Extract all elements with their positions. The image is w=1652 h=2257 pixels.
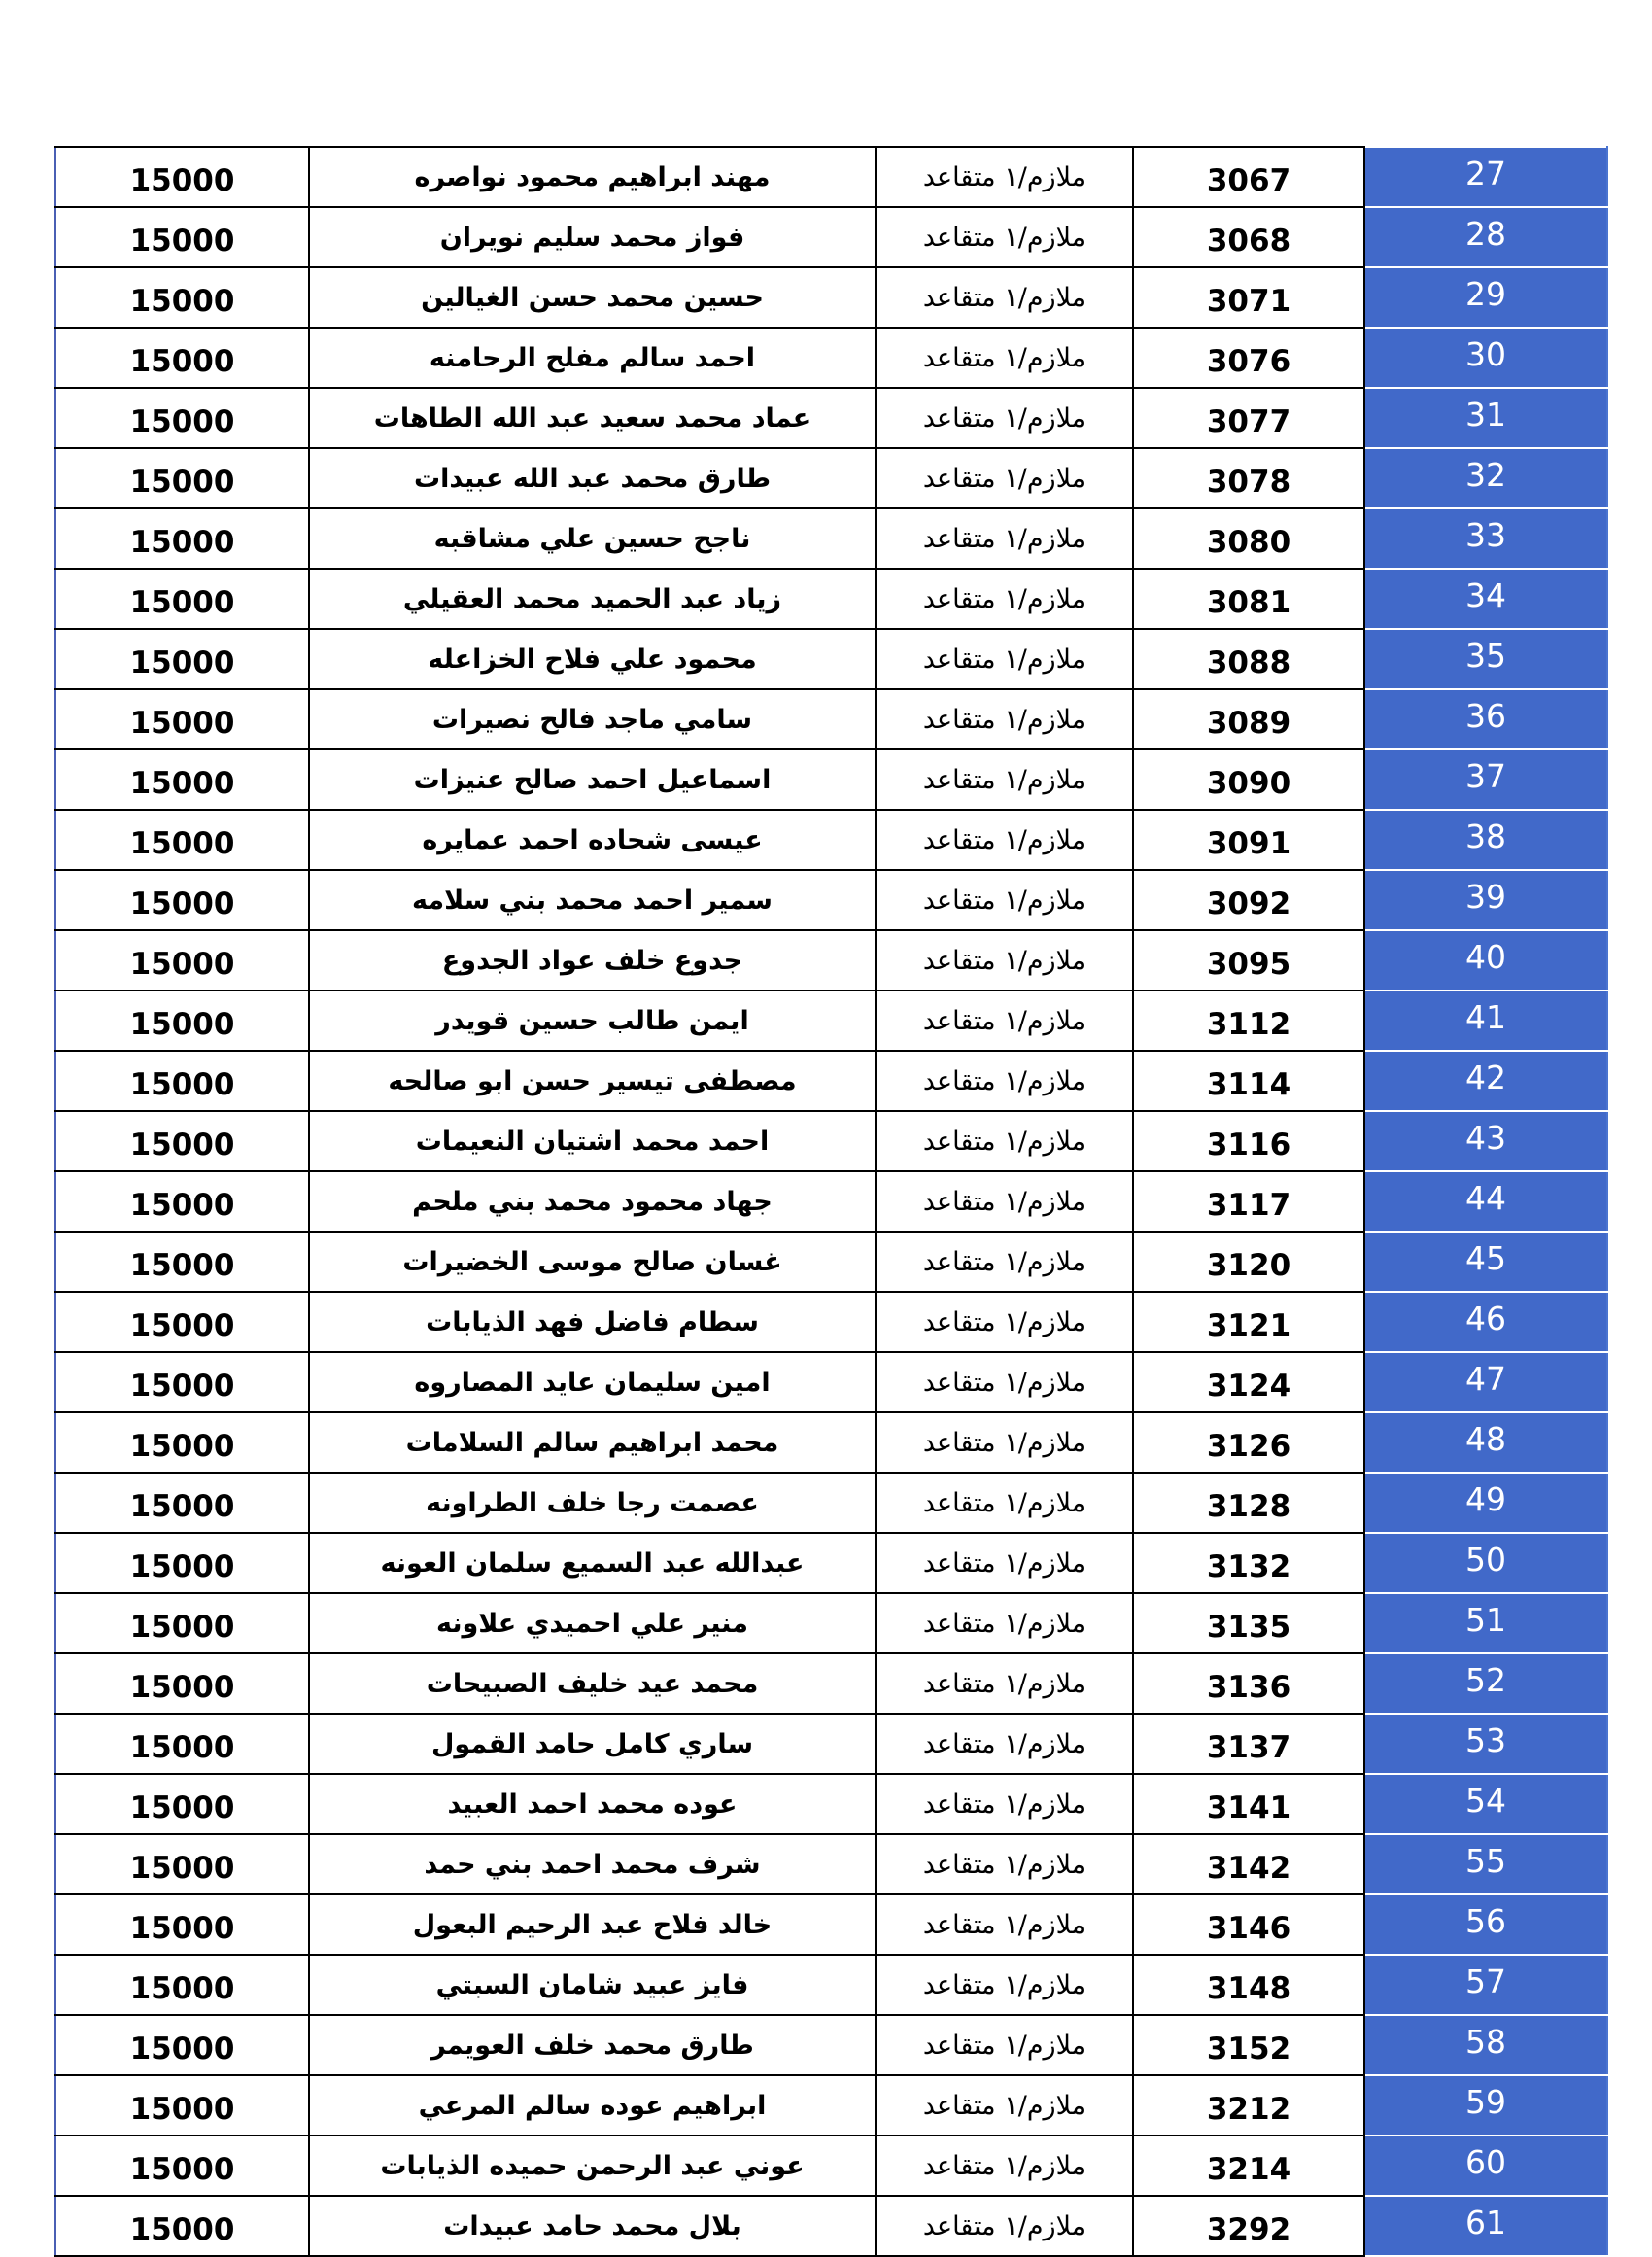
amount-text: 15000 — [129, 2092, 235, 2127]
name-cell: عوده محمد احمد العبيد — [309, 1774, 876, 1834]
military-number-cell — [1133, 1593, 1364, 1653]
sequence-number-cell: 45 — [1364, 1232, 1607, 1292]
name-cell: سمير احمد محمد بني سلامه — [309, 870, 876, 930]
sequence-number-cell: 34 — [1364, 569, 1607, 629]
table-row — [55, 1834, 1607, 1894]
name-cell: شرف محمد احمد بني حمد — [309, 1834, 876, 1894]
sequence-number-cell: 51 — [1364, 1593, 1607, 1653]
military-number-cell — [1133, 1171, 1364, 1232]
name-cell: احمد محمد اشتيان النعيمات — [309, 1111, 876, 1171]
table-row — [55, 1894, 1607, 1955]
table-row — [55, 1774, 1607, 1834]
sequence-number-cell: 58 — [1364, 2015, 1607, 2075]
sequence-number-cell: 44 — [1364, 1171, 1607, 1232]
sequence-number-cell: 31 — [1364, 388, 1607, 448]
sequence-number-cell: 61 — [1364, 2196, 1607, 2256]
amount-text: 15000 — [129, 826, 235, 861]
rank-cell: ملازم/١ متقاعد — [876, 1714, 1133, 1774]
amount-text: 15000 — [129, 344, 235, 379]
table-row — [55, 267, 1607, 328]
table-row — [55, 2015, 1607, 2075]
name-cell: بلال محمد حامد عبيدات — [309, 2196, 876, 2256]
amount-cell — [55, 629, 309, 689]
amount-text: 15000 — [129, 224, 235, 259]
table-row — [55, 930, 1607, 990]
amount-cell — [55, 1774, 309, 1834]
table-row — [55, 1412, 1607, 1473]
military-number-text: 3116 — [1206, 1128, 1291, 1163]
military-number-cell — [1133, 1473, 1364, 1533]
table-row — [55, 147, 1607, 207]
name-cell: عماد محمد سعيد عبد الله الطاهات — [309, 388, 876, 448]
military-number-text: 3148 — [1206, 1971, 1291, 2006]
table-row — [55, 2075, 1607, 2135]
sequence-number-cell: 40 — [1364, 930, 1607, 990]
military-number-text: 3090 — [1206, 766, 1291, 801]
name-cell: ناجح حسين علي مشاقبه — [309, 508, 876, 569]
table-row — [55, 1593, 1607, 1653]
rank-cell: ملازم/١ متقاعد — [876, 267, 1133, 328]
rank-cell: ملازم/١ متقاعد — [876, 1171, 1133, 1232]
amount-text: 15000 — [129, 1429, 235, 1464]
name-cell: مهند ابراهيم محمود نواصره — [309, 147, 876, 207]
amount-cell — [55, 1533, 309, 1593]
table-row — [55, 1352, 1607, 1412]
name-cell: محمد عيد خليف الصبيحات — [309, 1653, 876, 1714]
name-cell: ايمن طالب حسين قويدر — [309, 990, 876, 1051]
military-number-text: 3067 — [1206, 163, 1291, 198]
sequence-number-cell: 47 — [1364, 1352, 1607, 1412]
rank-cell: ملازم/١ متقاعد — [876, 1955, 1133, 2015]
rank-cell: ملازم/١ متقاعد — [876, 2015, 1133, 2075]
amount-text: 15000 — [129, 1549, 235, 1584]
amount-cell — [55, 2015, 309, 2075]
military-number-cell — [1133, 629, 1364, 689]
rank-cell: ملازم/١ متقاعد — [876, 1292, 1133, 1352]
military-number-cell — [1133, 147, 1364, 207]
amount-text: 15000 — [129, 525, 235, 560]
amount-cell — [55, 1111, 309, 1171]
rank-cell: ملازم/١ متقاعد — [876, 2135, 1133, 2196]
military-number-text: 3081 — [1206, 585, 1291, 620]
sequence-number-cell: 43 — [1364, 1111, 1607, 1171]
amount-cell — [55, 1834, 309, 1894]
amount-cell — [55, 1593, 309, 1653]
military-number-cell — [1133, 207, 1364, 267]
amount-cell — [55, 569, 309, 629]
military-number-text: 3112 — [1206, 1007, 1291, 1042]
sequence-number-cell: 36 — [1364, 689, 1607, 749]
sequence-number-cell: 32 — [1364, 448, 1607, 508]
rank-cell: ملازم/١ متقاعد — [876, 448, 1133, 508]
name-cell: فايز عبيد شامان السبتي — [309, 1955, 876, 2015]
rank-cell: ملازم/١ متقاعد — [876, 870, 1133, 930]
amount-text: 15000 — [129, 766, 235, 801]
name-cell: طارق محمد خلف العويمر — [309, 2015, 876, 2075]
military-number-text: 3120 — [1206, 1248, 1291, 1283]
sequence-number-cell: 49 — [1364, 1473, 1607, 1533]
amount-cell — [55, 1955, 309, 2015]
rank-cell: ملازم/١ متقاعد — [876, 207, 1133, 267]
sequence-number-cell: 52 — [1364, 1653, 1607, 1714]
table-row — [55, 1111, 1607, 1171]
military-number-text: 3212 — [1206, 2092, 1291, 2127]
name-cell: ساري كامل حامد القمول — [309, 1714, 876, 1774]
table-row — [55, 1051, 1607, 1111]
military-number-text: 3117 — [1206, 1188, 1291, 1223]
sequence-number-cell: 56 — [1364, 1894, 1607, 1955]
amount-text: 15000 — [129, 1188, 235, 1223]
military-number-text: 3076 — [1206, 344, 1291, 379]
military-number-cell — [1133, 1292, 1364, 1352]
amount-text: 15000 — [129, 1610, 235, 1645]
military-number-text: 3121 — [1206, 1308, 1291, 1343]
amount-cell — [55, 1473, 309, 1533]
rank-cell: ملازم/١ متقاعد — [876, 328, 1133, 388]
military-number-cell — [1133, 2015, 1364, 2075]
amount-cell — [55, 328, 309, 388]
military-number-text: 3077 — [1206, 404, 1291, 439]
rank-cell: ملازم/١ متقاعد — [876, 1473, 1133, 1533]
table-row — [55, 448, 1607, 508]
rank-cell: ملازم/١ متقاعد — [876, 689, 1133, 749]
name-cell: حسين محمد حسن الغيالين — [309, 267, 876, 328]
rank-cell: ملازم/١ متقاعد — [876, 1232, 1133, 1292]
amount-cell — [55, 1352, 309, 1412]
name-cell: سطام فاضل فهد الذيابات — [309, 1292, 876, 1352]
military-number-text: 3141 — [1206, 1790, 1291, 1825]
table-row — [55, 1533, 1607, 1593]
table-row — [55, 207, 1607, 267]
amount-text: 15000 — [129, 1007, 235, 1042]
military-number-text: 3146 — [1206, 1911, 1291, 1946]
table-row — [55, 870, 1607, 930]
sequence-number-cell: 54 — [1364, 1774, 1607, 1834]
amount-text: 15000 — [129, 1730, 235, 1765]
amount-cell — [55, 1653, 309, 1714]
amount-text: 15000 — [129, 2212, 235, 2247]
military-number-text: 3068 — [1206, 224, 1291, 259]
rank-cell: ملازم/١ متقاعد — [876, 1834, 1133, 1894]
sequence-number-cell: 35 — [1364, 629, 1607, 689]
name-cell: امين سليمان عايد المصاروه — [309, 1352, 876, 1412]
table-row — [55, 1232, 1607, 1292]
sequence-number-cell: 55 — [1364, 1834, 1607, 1894]
military-number-cell — [1133, 1894, 1364, 1955]
amount-cell — [55, 1714, 309, 1774]
amount-cell — [55, 1412, 309, 1473]
military-number-cell — [1133, 1774, 1364, 1834]
military-number-text: 3132 — [1206, 1549, 1291, 1584]
military-number-text: 3142 — [1206, 1851, 1291, 1886]
amount-cell — [55, 1292, 309, 1352]
table-row — [55, 1473, 1607, 1533]
military-number-cell — [1133, 1412, 1364, 1473]
military-number-cell — [1133, 1834, 1364, 1894]
rank-cell: ملازم/١ متقاعد — [876, 2075, 1133, 2135]
table-row — [55, 2196, 1607, 2256]
rank-cell: ملازم/١ متقاعد — [876, 1412, 1133, 1473]
amount-cell — [55, 1232, 309, 1292]
name-cell: ابراهيم عوده سالم المرعي — [309, 2075, 876, 2135]
name-cell: عبدالله عبد السميع سلمان العونه — [309, 1533, 876, 1593]
amount-cell — [55, 207, 309, 267]
amount-cell — [55, 930, 309, 990]
amount-text: 15000 — [129, 284, 235, 319]
amount-cell — [55, 388, 309, 448]
rank-cell: ملازم/١ متقاعد — [876, 1051, 1133, 1111]
amount-cell — [55, 870, 309, 930]
table-row — [55, 388, 1607, 448]
sequence-number-cell: 48 — [1364, 1412, 1607, 1473]
name-cell: غسان صالح موسى الخضيرات — [309, 1232, 876, 1292]
rank-cell: ملازم/١ متقاعد — [876, 930, 1133, 990]
name-cell: جدوع خلف عواد الجدوع — [309, 930, 876, 990]
military-number-cell — [1133, 508, 1364, 569]
rank-cell: ملازم/١ متقاعد — [876, 1593, 1133, 1653]
military-number-text: 3080 — [1206, 525, 1291, 560]
name-cell: عيسى شحاده احمد عمايره — [309, 810, 876, 870]
military-number-cell — [1133, 2075, 1364, 2135]
amount-text: 15000 — [129, 2031, 235, 2066]
amount-text: 15000 — [129, 2152, 235, 2187]
table-row — [55, 569, 1607, 629]
rank-cell: ملازم/١ متقاعد — [876, 1774, 1133, 1834]
rank-cell: ملازم/١ متقاعد — [876, 629, 1133, 689]
military-number-cell — [1133, 2135, 1364, 2196]
military-number-text: 3091 — [1206, 826, 1291, 861]
amount-text: 15000 — [129, 947, 235, 982]
military-number-text: 3126 — [1206, 1429, 1291, 1464]
military-number-cell — [1133, 870, 1364, 930]
table-row — [55, 990, 1607, 1051]
sequence-number-cell: 27 — [1364, 147, 1607, 207]
table-row — [55, 689, 1607, 749]
sequence-number-cell: 41 — [1364, 990, 1607, 1051]
name-cell: عصمت رجا خلف الطراونه — [309, 1473, 876, 1533]
table-row — [55, 1714, 1607, 1774]
military-number-cell — [1133, 990, 1364, 1051]
name-cell: اسماعيل احمد صالح عنيزات — [309, 749, 876, 810]
military-number-cell — [1133, 267, 1364, 328]
amount-text: 15000 — [129, 404, 235, 439]
sequence-number-cell: 42 — [1364, 1051, 1607, 1111]
amount-text: 15000 — [129, 465, 235, 500]
amount-text: 15000 — [129, 645, 235, 680]
sequence-number-cell: 50 — [1364, 1533, 1607, 1593]
table-row — [55, 1292, 1607, 1352]
table-row — [55, 810, 1607, 870]
rank-cell: ملازم/١ متقاعد — [876, 1352, 1133, 1412]
table-row — [55, 1955, 1607, 2015]
military-number-cell — [1133, 749, 1364, 810]
military-number-cell — [1133, 328, 1364, 388]
table-row — [55, 508, 1607, 569]
sequence-number-cell: 30 — [1364, 328, 1607, 388]
table-row — [55, 2135, 1607, 2196]
military-number-text: 3152 — [1206, 2031, 1291, 2066]
sequence-number-cell: 57 — [1364, 1955, 1607, 2015]
sequence-number-cell: 53 — [1364, 1714, 1607, 1774]
amount-cell — [55, 990, 309, 1051]
amount-text: 15000 — [129, 585, 235, 620]
rank-cell: ملازم/١ متقاعد — [876, 1894, 1133, 1955]
military-number-text: 3088 — [1206, 645, 1291, 680]
sequence-number-cell: 33 — [1364, 508, 1607, 569]
amount-text: 15000 — [129, 1308, 235, 1343]
military-number-text: 3137 — [1206, 1730, 1291, 1765]
military-number-text: 3095 — [1206, 947, 1291, 982]
amount-text: 15000 — [129, 706, 235, 741]
amount-text: 15000 — [129, 1790, 235, 1825]
amount-text: 15000 — [129, 1971, 235, 2006]
table-row — [55, 1653, 1607, 1714]
rank-cell: ملازم/١ متقاعد — [876, 1111, 1133, 1171]
name-cell: منير علي احميدي علاونه — [309, 1593, 876, 1653]
amount-text: 15000 — [129, 1369, 235, 1404]
name-cell: عوني عبد الرحمن حميده الذيابات — [309, 2135, 876, 2196]
name-cell: سامي ماجد فالح نصيرات — [309, 689, 876, 749]
sequence-number-cell: 29 — [1364, 267, 1607, 328]
amount-cell — [55, 267, 309, 328]
amount-cell — [55, 508, 309, 569]
name-cell: جهاد محمود محمد بني ملحم — [309, 1171, 876, 1232]
military-number-cell — [1133, 569, 1364, 629]
sequence-number-cell: 38 — [1364, 810, 1607, 870]
military-number-cell — [1133, 1714, 1364, 1774]
rank-cell: ملازم/١ متقاعد — [876, 810, 1133, 870]
table-body — [55, 147, 1607, 2256]
name-cell: فواز محمد سليم نويران — [309, 207, 876, 267]
military-number-text: 3071 — [1206, 284, 1291, 319]
rank-cell: ملازم/١ متقاعد — [876, 1653, 1133, 1714]
sequence-number-cell: 60 — [1364, 2135, 1607, 2196]
military-number-text: 3214 — [1206, 2152, 1291, 2187]
amount-text: 15000 — [129, 1489, 235, 1524]
amount-text: 15000 — [129, 1911, 235, 1946]
rank-cell: ملازم/١ متقاعد — [876, 388, 1133, 448]
military-number-text: 3128 — [1206, 1489, 1291, 1524]
military-number-cell — [1133, 1232, 1364, 1292]
amount-cell — [55, 2075, 309, 2135]
amount-cell — [55, 147, 309, 207]
name-cell: طارق محمد عبد الله عبيدات — [309, 448, 876, 508]
military-number-cell — [1133, 1051, 1364, 1111]
military-number-text: 3292 — [1206, 2212, 1291, 2247]
amount-text: 15000 — [129, 1128, 235, 1163]
rank-cell: ملازم/١ متقاعد — [876, 749, 1133, 810]
military-number-text: 3136 — [1206, 1670, 1291, 1705]
amount-text: 15000 — [129, 163, 235, 198]
amount-text: 15000 — [129, 1851, 235, 1886]
military-number-cell — [1133, 810, 1364, 870]
amount-cell — [55, 689, 309, 749]
name-cell: محمود علي فلاح الخزاعله — [309, 629, 876, 689]
name-cell: محمد ابراهيم سالم السلامات — [309, 1412, 876, 1473]
name-cell: احمد سالم مفلح الرحامنه — [309, 328, 876, 388]
sequence-number-cell: 46 — [1364, 1292, 1607, 1352]
name-cell: خالد فلاح عبد الرحيم البعول — [309, 1894, 876, 1955]
amount-cell — [55, 1171, 309, 1232]
amount-text: 15000 — [129, 886, 235, 921]
rank-cell: ملازم/١ متقاعد — [876, 990, 1133, 1051]
military-number-text: 3135 — [1206, 1610, 1291, 1645]
military-number-cell — [1133, 1111, 1364, 1171]
sequence-number-cell: 28 — [1364, 207, 1607, 267]
amount-cell — [55, 1051, 309, 1111]
military-number-text: 3114 — [1206, 1067, 1291, 1102]
military-number-cell — [1133, 448, 1364, 508]
military-number-cell — [1133, 1352, 1364, 1412]
table-row — [55, 328, 1607, 388]
military-number-cell — [1133, 930, 1364, 990]
amount-text: 15000 — [129, 1248, 235, 1283]
table-row — [55, 749, 1607, 810]
military-number-cell — [1133, 388, 1364, 448]
sequence-number-cell: 39 — [1364, 870, 1607, 930]
amount-cell — [55, 448, 309, 508]
amount-text: 15000 — [129, 1670, 235, 1705]
military-number-text: 3124 — [1206, 1369, 1291, 1404]
rank-cell: ملازم/١ متقاعد — [876, 508, 1133, 569]
amount-cell — [55, 749, 309, 810]
name-cell: مصطفى تيسير حسن ابو صالحه — [309, 1051, 876, 1111]
rank-cell: ملازم/١ متقاعد — [876, 2196, 1133, 2256]
military-number-cell — [1133, 1533, 1364, 1593]
amount-text: 15000 — [129, 1067, 235, 1102]
military-number-text: 3089 — [1206, 706, 1291, 741]
amount-cell — [55, 2135, 309, 2196]
military-number-cell — [1133, 1955, 1364, 2015]
military-number-cell — [1133, 1653, 1364, 1714]
military-number-cell — [1133, 689, 1364, 749]
rank-cell: ملازم/١ متقاعد — [876, 569, 1133, 629]
name-cell: زياد عبد الحميد محمد العقيلي — [309, 569, 876, 629]
amount-cell — [55, 1894, 309, 1955]
table-row — [55, 629, 1607, 689]
sequence-number-cell: 37 — [1364, 749, 1607, 810]
rank-cell: ملازم/١ متقاعد — [876, 1533, 1133, 1593]
amount-cell — [55, 810, 309, 870]
military-number-text: 3078 — [1206, 465, 1291, 500]
sequence-number-cell: 59 — [1364, 2075, 1607, 2135]
rank-cell: ملازم/١ متقاعد — [876, 147, 1133, 207]
military-number-text: 3092 — [1206, 886, 1291, 921]
beneficiaries-table — [54, 146, 1608, 2257]
military-number-cell — [1133, 2196, 1364, 2256]
table-row — [55, 1171, 1607, 1232]
amount-cell — [55, 2196, 309, 2256]
